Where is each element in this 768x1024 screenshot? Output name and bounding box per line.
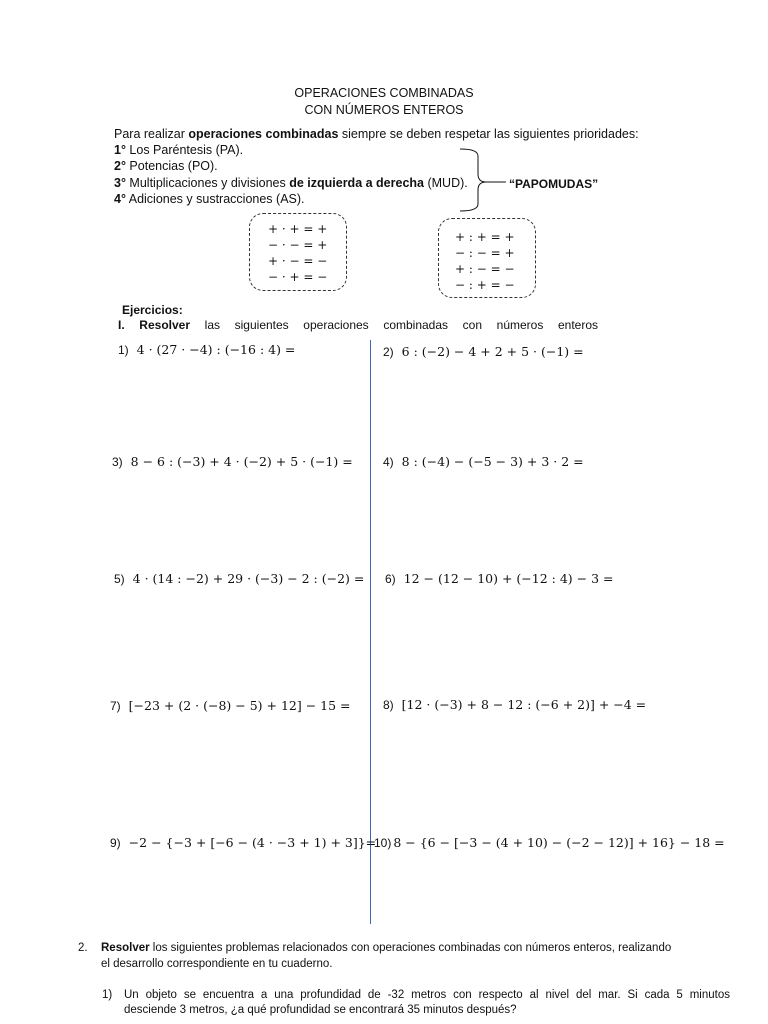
- priority-3-num: 3°: [114, 176, 126, 190]
- exercise-expression: −2 − {−3 + [−6 − (4 · −3 + 1) + 3]}=: [128, 835, 377, 850]
- problem-1-number: 1): [102, 989, 113, 1001]
- priority-2-text: Potencias (PO).: [125, 159, 218, 173]
- rule-line: + : − = −: [455, 262, 515, 276]
- exercise-6: [385, 571, 613, 586]
- rule-line: − · + = −: [268, 270, 328, 284]
- exercise-4: [383, 454, 584, 469]
- exercise-number: 1): [118, 343, 129, 357]
- intro-line: [114, 127, 639, 142]
- exercise-number: 4): [383, 455, 394, 469]
- instruction-label: I. Resolver: [118, 318, 191, 332]
- exercise-expression: 12 − (12 − 10) + (−12 : 4) − 3 =: [403, 571, 614, 586]
- rule-line: − : + = −: [455, 278, 515, 292]
- priority-3-bold: de izquierda a derecha: [289, 176, 424, 190]
- priority-3-text: Multiplicaciones y divisiones: [125, 176, 290, 190]
- priority-4-num: 4°: [114, 192, 126, 206]
- exercise-number: 3): [112, 455, 123, 469]
- priority-2: [114, 159, 218, 174]
- exercise-number: 8): [383, 698, 394, 712]
- exercise-expression: 8 − 6 : (−3) + 4 · (−2) + 5 · (−1) =: [130, 454, 353, 469]
- priority-3: [114, 176, 468, 191]
- exercise-2: [383, 344, 584, 359]
- priority-4-text: Adiciones y sustracciones (AS).: [125, 192, 305, 206]
- exercise-7: [110, 698, 351, 713]
- mnemonic-label: “PAPOMUDAS”: [509, 177, 599, 191]
- rule-line: − · − = +: [268, 238, 328, 252]
- exercise-number: 10): [374, 836, 392, 850]
- rule-line: + : + = +: [455, 230, 515, 244]
- priority-2-num: 2°: [114, 159, 126, 173]
- rule-line: + · − = −: [268, 254, 328, 268]
- priority-1-text: Los Paréntesis (PA).: [125, 143, 244, 157]
- instruction-text: las siguientes operaciones combinadas con números enteros: [190, 318, 599, 332]
- exercise-expression: 6 : (−2) − 4 + 2 + 5 · (−1) =: [401, 344, 584, 359]
- division-rules-box: [438, 218, 536, 298]
- priority-1: [114, 143, 243, 158]
- exercise-3: [112, 454, 353, 469]
- exercise-number: 5): [114, 572, 125, 586]
- priority-4: [114, 192, 305, 207]
- exercises-instruction: [118, 318, 598, 332]
- exercise-expression: [12 · (−3) + 8 − 12 : (−6 + 2)] + −4 =: [401, 697, 647, 712]
- problem-1-line1: Un objeto se encuentra a una profundidad de -32 metros con respecto al nivel del mar. Si cada 5 minutos: [124, 989, 730, 1001]
- exercise-number: 7): [110, 699, 121, 713]
- rule-line: + · + = +: [268, 222, 328, 236]
- exercise-expression: 8 : (−4) − (−5 − 3) + 3 · 2 =: [401, 454, 584, 469]
- exercise-8: [383, 697, 646, 712]
- exercise-10: [374, 835, 725, 850]
- exercise-expression: 8 − {6 − [−3 − (4 + 10) − (−2 − 12)] + 16} − 18 =: [393, 835, 725, 850]
- priority-1-num: 1°: [114, 143, 126, 157]
- priority-3-end: (MUD).: [424, 176, 468, 190]
- section-2-intro-cont: el desarrollo correspondiente en tu cuaderno.: [101, 958, 333, 970]
- intro-text: Para realizar: [114, 127, 189, 141]
- exercise-expression: 4 · (14 : −2) + 29 · (−3) − 2 : (−2) =: [132, 571, 365, 586]
- exercise-number: 6): [385, 572, 396, 586]
- page-subtitle: CON NÚMEROS ENTEROS: [304, 103, 464, 117]
- exercise-expression: 4 · (27 · −4) : (−16 : 4) =: [136, 342, 296, 357]
- exercise-9: [110, 835, 376, 850]
- intro-text-end: siempre se deben respetar las siguientes prioridades:: [338, 127, 639, 141]
- brace-icon: [458, 148, 508, 212]
- section-2-intro: [101, 941, 671, 956]
- intro-bold: operaciones combinadas: [188, 127, 339, 141]
- exercise-number: 9): [110, 836, 121, 850]
- problem-1-line2: desciende 3 metros, ¿a qué profundidad se encontrará 35 minutos después?: [124, 1004, 517, 1016]
- rule-line: − : − = +: [455, 246, 515, 260]
- exercise-expression: [−23 + (2 · (−8) − 5) + 12] − 15 =: [128, 698, 351, 713]
- exercise-5: [114, 571, 364, 586]
- exercise-number: 2): [383, 345, 394, 359]
- section-2-bold: Resolver: [101, 942, 150, 954]
- exercises-heading: Ejercicios:: [122, 303, 183, 317]
- section-2-text: los siguientes problemas relacionados con operaciones combinadas con números enteros, realizando: [149, 942, 672, 954]
- page-title: OPERACIONES COMBINADAS: [294, 86, 474, 100]
- section-2-number: 2.: [78, 942, 88, 954]
- multiplication-rules-box: [249, 213, 347, 291]
- exercise-1: [118, 342, 295, 357]
